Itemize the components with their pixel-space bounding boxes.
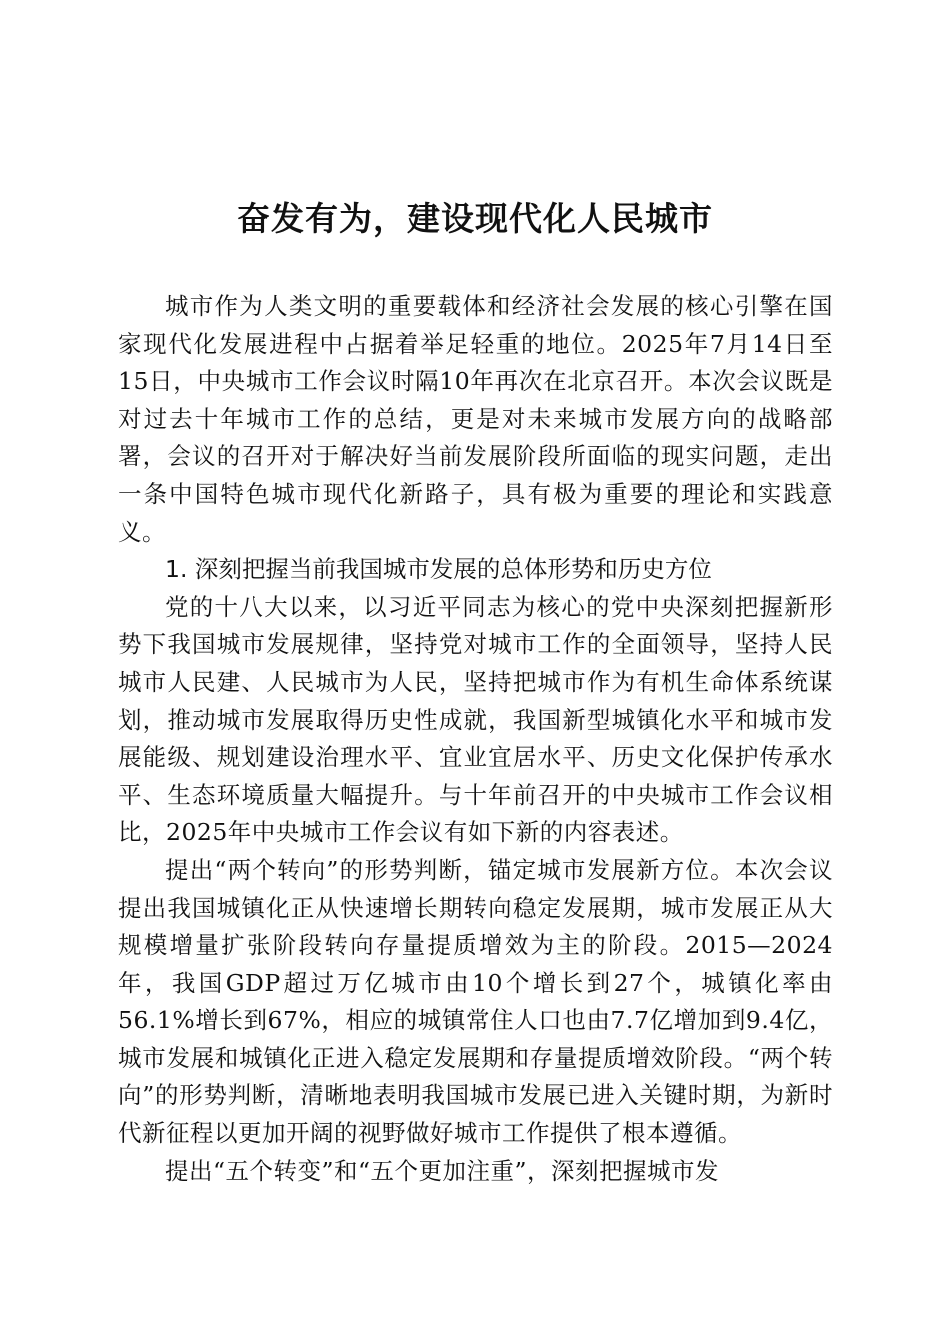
section-paragraph-2: 提出“两个转向”的形势判断，锚定城市发展新方位。本次会议提出我国城镇化正从快速增长期转向稳定发展期，城市发展正从大规模增量扩张阶段转向存量提质增效为主的阶段。2015—2024年，我国GDP超过万亿城市由10个增长到27个，城镇化率由56.1%增长到67%，相应的城镇常住人口也由7.7亿增加到9.4亿，城市发展和城镇化正进入稳定发展期和存量提质增效阶段。“两个转向”的形势判断，清晰地表明我国城市发展已进入关键时期，为新时代新征程以更加开阔的视野做好城市工作提供了根本遵循。 [118, 855, 833, 1148]
document-body [118, 288, 833, 1190]
document-title: 奋发有为，建设现代化人民城市 [237, 199, 713, 238]
section-paragraph-3: 提出“五个转变”和“五个更加注重”，深刻把握城市发 [165, 1156, 720, 1185]
section-paragraph-1: 党的十八大以来，以习近平同志为核心的党中央深刻把握新形势下我国城市发展规律，坚持党对城市工作的全面领导，坚持人民城市人民建、人民城市为人民，坚持把城市作为有机生命体系统谋划，推动城市发展取得历史性成就，我国新型城镇化水平和城市发展能级、规划建设治理水平、宜业宜居水平、历史文化保护传承水平、生态环境质量大幅提升。与十年前召开的中央城市工作会议相比，2025年中央城市工作会议有如下新的内容表述。 [118, 592, 833, 847]
section-heading: 1. 深刻把握当前我国城市发展的总体形势和历史方位 [165, 555, 712, 584]
intro-paragraph: 城市作为人类文明的重要载体和经济社会发展的核心引擎在国家现代化发展进程中占据着举足轻重的地位。2025年7月14日至15日，中央城市工作会议时隔10年再次在北京召开。本次会议既是对过去十年城市工作的总结，更是对未来城市发展方向的战略部署，会议的召开对于解决好当前发展阶段所面临的现实问题，走出一条中国特色城市现代化新路子，具有极为重要的理论和实践意义。 [118, 292, 833, 546]
